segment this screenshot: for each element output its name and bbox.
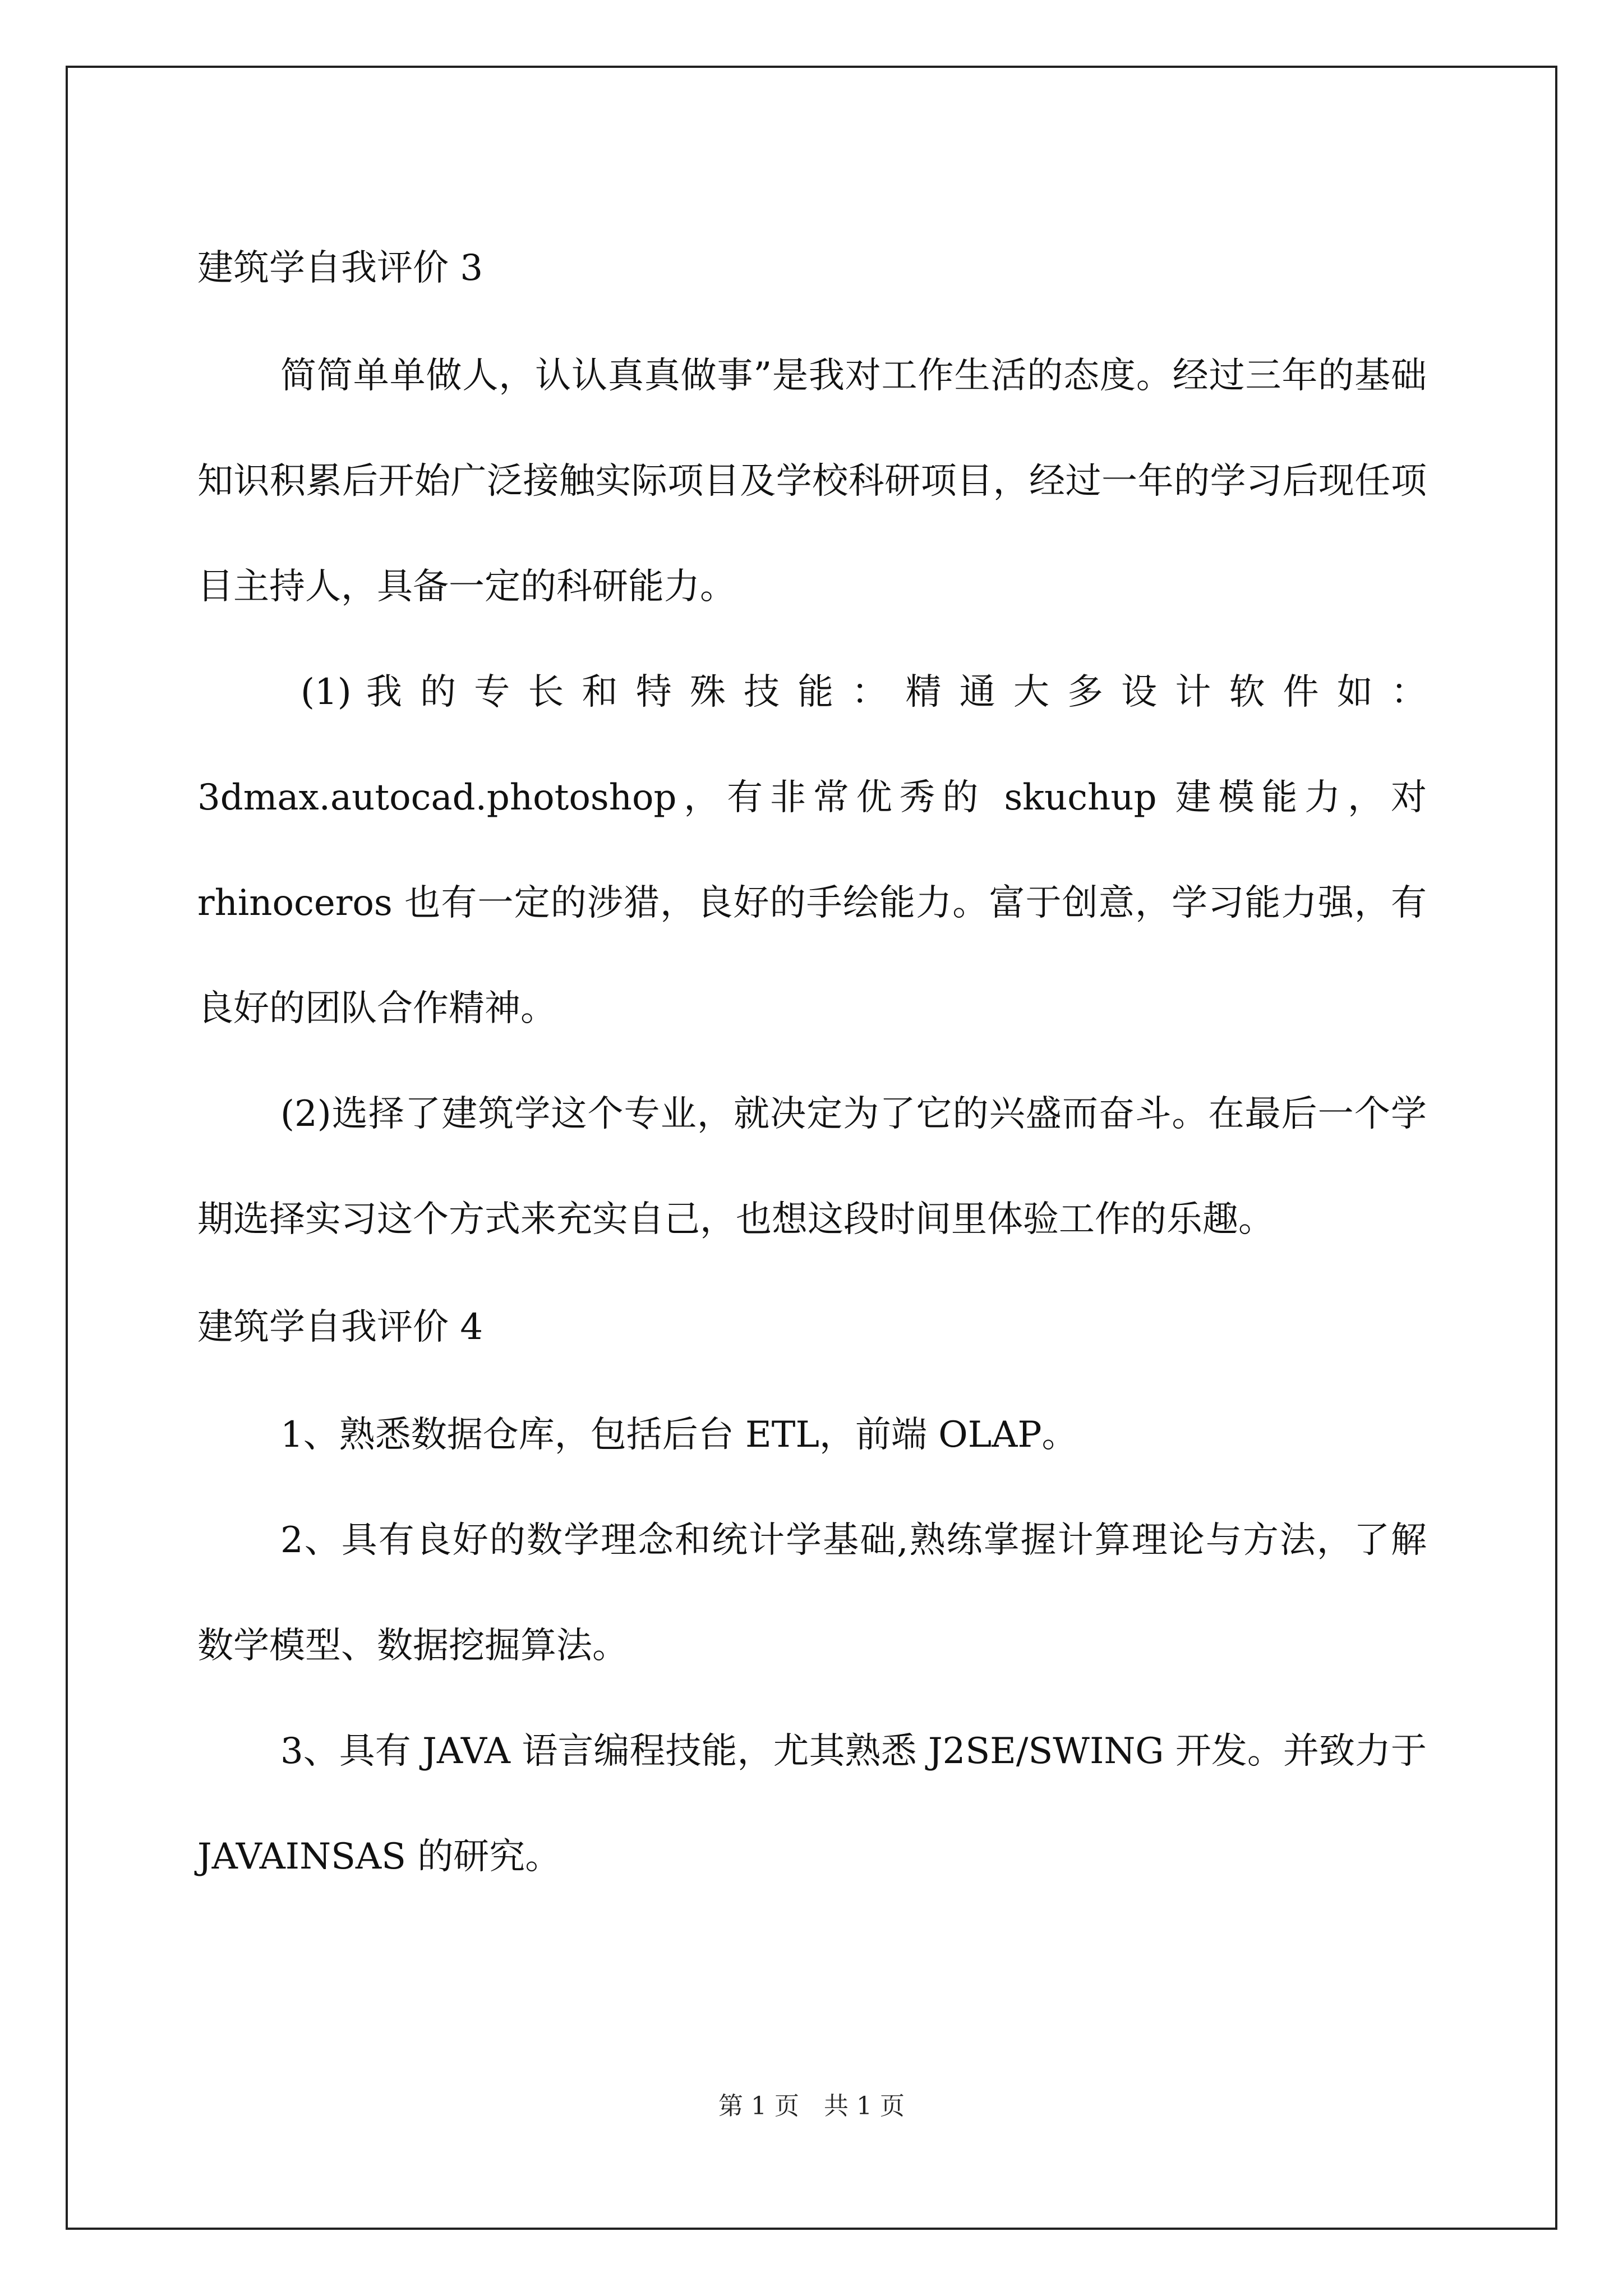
section-self-evaluation-4: [197, 1272, 1427, 1910]
paragraph: 3、具有 JAVA 语言编程技能，尤其熟悉 J2SE/SWING 开发。并致力于 JAVAINSAS 的研究。: [197, 1731, 1427, 1878]
section-heading: 建筑学自我评价 3: [197, 247, 483, 289]
page-footer: 第 1 页 共 1 页: [718, 2092, 905, 2120]
document-body: [197, 213, 1427, 1910]
section-self-evaluation-3: [197, 213, 1427, 1272]
paragraph: 2、具有良好的数学理念和统计学基础,熟练掌握计算理论与方法，了解数学模型、数据挖掘算法。: [197, 1520, 1427, 1667]
paragraph: (1) 我 的 专 长 和 特 殊 技 能 ： 精 通 大 多 设 计 软 件 如 ：3dmax.autocad.photoshop，有非常优秀的 skuchup 建模能力，对 rhinoceros 也有一定的涉猎，良好的手绘能力。富于创意，学习能力强，有良好的团队合作精神。: [197, 671, 1427, 1029]
paragraph: (2)选择了建筑学这个专业，就决定为了它的兴盛而奋斗。在最后一个学期选择实习这个方式来充实自己，也想这段时间里体验工作的乐趣。: [197, 1093, 1427, 1240]
paragraph: 1、熟悉数据仓库，包括后台 ETL，前端 OLAP。: [280, 1414, 1078, 1456]
paragraph: 简简单单做人，认认真真做事”是我对工作生活的态度。经过三年的基础知识积累后开始广泛接触实际项目及学校科研项目，经过一年的学习后现任项目主持人，具备一定的科研能力。: [197, 355, 1427, 608]
section-heading: 建筑学自我评价 4: [197, 1306, 483, 1348]
